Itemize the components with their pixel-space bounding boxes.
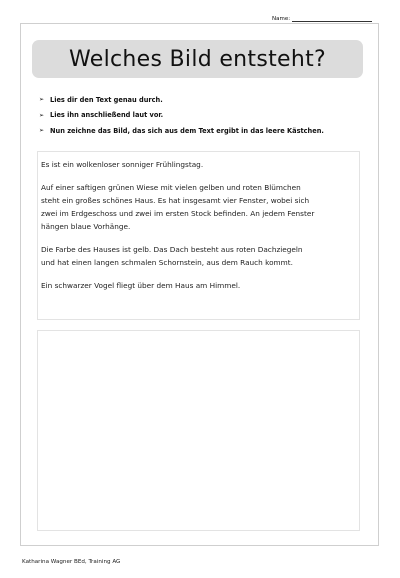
text-line: Es ist ein wolkenloser sonniger Frühlingstag. — [41, 160, 204, 169]
list-item — [39, 123, 369, 139]
text-line: Die Farbe des Hauses ist gelb. Das Dach besteht aus roten Dachziegeln — [41, 245, 303, 255]
text-line: hängen blaue Vorhänge. — [41, 222, 131, 232]
paragraph — [41, 158, 356, 171]
drawing-area[interactable] — [37, 330, 360, 531]
text-line: zwei im Erdgeschoss und zwei im ersten Stock befinden. An jedem Fenster — [41, 209, 315, 219]
instruction-text: Lies ihn anschließend laut vor. — [50, 111, 164, 120]
instruction-text: Lies dir den Text genau durch. — [50, 95, 163, 104]
instruction-list — [39, 92, 369, 139]
footer-credit: Katharina Wagner BEd, Training AG — [22, 559, 121, 565]
arrow-bullet-icon: ➢ — [39, 111, 45, 119]
instruction-text: Nun zeichne das Bild, das sich aus dem Text ergibt in das leere Kästchen. — [50, 126, 324, 135]
name-line[interactable] — [292, 14, 372, 22]
name-field[interactable] — [272, 10, 372, 22]
text-line: Ein schwarzer Vogel fliegt über dem Haus am Himmel. — [41, 280, 241, 290]
arrow-bullet-icon: ➢ — [39, 127, 45, 135]
paragraph — [41, 181, 356, 234]
text-line: Auf einer saftigen grünen Wiese mit vielen gelben und roten Blümchen — [41, 182, 301, 192]
paragraph — [41, 243, 356, 269]
text-line: steht ein großes schönes Haus. Es hat insgesamt vier Fenster, wobei sich — [41, 195, 310, 205]
list-item — [39, 108, 369, 124]
reading-text-box — [37, 151, 360, 320]
page-title: Welches Bild entsteht? — [32, 40, 363, 78]
list-item — [39, 92, 369, 108]
arrow-bullet-icon: ➢ — [39, 96, 45, 104]
paragraph — [41, 279, 356, 292]
name-label: Name: — [272, 16, 291, 22]
text-line: und hat einen langen schmalen Schornstein, aus dem Rauch kommt. — [41, 258, 293, 268]
